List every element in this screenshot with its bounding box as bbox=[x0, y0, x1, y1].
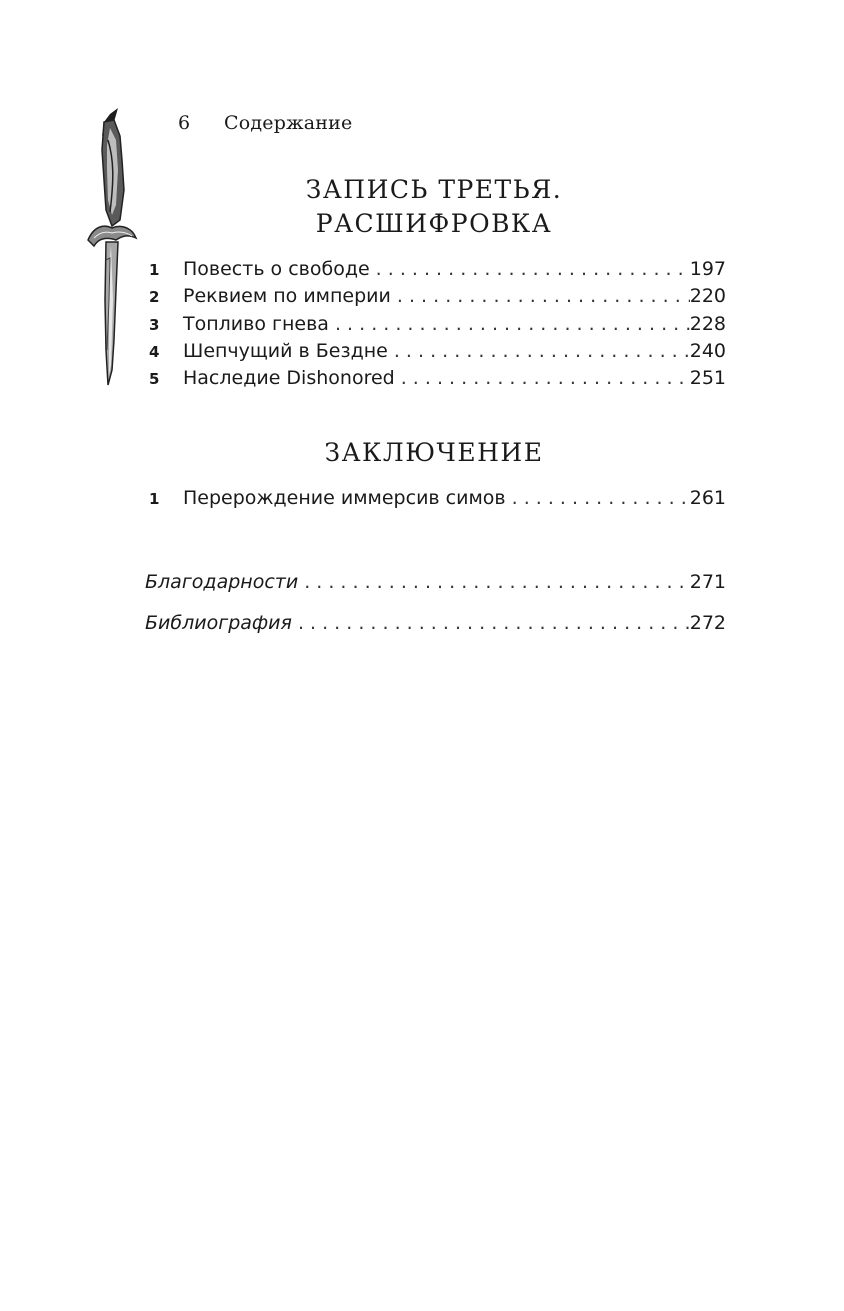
toc-entry[interactable] bbox=[145, 256, 726, 283]
chapter-page: 240 bbox=[689, 339, 726, 362]
part-three-title bbox=[0, 173, 844, 241]
dot-leader bbox=[395, 365, 690, 392]
dot-leader bbox=[506, 485, 690, 512]
chapter-page: 197 bbox=[689, 258, 726, 280]
conclusion-title: ЗАКЛЮЧЕНИЕ bbox=[324, 438, 544, 467]
conclusion-toc bbox=[145, 485, 726, 512]
dot-leader bbox=[391, 283, 690, 310]
chapter-page: 220 bbox=[689, 285, 726, 308]
running-head-title: Содержание bbox=[224, 112, 353, 134]
dot-leader bbox=[292, 608, 690, 638]
dot-leader bbox=[298, 567, 690, 597]
chapter-title: Топливо гнева bbox=[183, 312, 329, 335]
chapter-number: 4 bbox=[149, 342, 160, 361]
dot-leader bbox=[329, 311, 690, 338]
chapter-page: 251 bbox=[689, 367, 726, 390]
part-three-title-line1: ЗАПИСЬ ТРЕТЬЯ. bbox=[305, 175, 563, 204]
back-matter-toc bbox=[145, 567, 726, 649]
dot-leader bbox=[370, 256, 690, 283]
chapter-number: 1 bbox=[149, 261, 160, 279]
dot-leader bbox=[388, 338, 690, 365]
dagger-icon bbox=[80, 100, 140, 390]
chapter-page: 228 bbox=[689, 312, 726, 335]
chapter-title: Реквием по империи bbox=[183, 285, 391, 308]
back-matter-page: 271 bbox=[689, 571, 726, 593]
chapter-page: 261 bbox=[689, 487, 726, 509]
chapter-title: Повесть о свободе bbox=[183, 258, 370, 280]
page-number: 6 bbox=[178, 112, 191, 134]
part-three-title-line2: РАСШИФРОВКА bbox=[315, 209, 553, 238]
toc-entry[interactable] bbox=[145, 338, 726, 365]
toc-entry[interactable] bbox=[145, 283, 726, 310]
chapter-title: Наследие Dishonored bbox=[183, 367, 395, 390]
running-head bbox=[178, 112, 352, 134]
toc-entry[interactable] bbox=[145, 485, 726, 512]
chapter-title: Шепчущий в Бездне bbox=[183, 339, 388, 362]
part-three-toc bbox=[145, 256, 726, 392]
back-matter-title: Благодарности bbox=[145, 571, 299, 593]
toc-entry[interactable] bbox=[145, 311, 726, 338]
chapter-title: Перерождение иммерсив симов bbox=[183, 487, 506, 509]
toc-entry-bibliography[interactable] bbox=[145, 608, 726, 649]
chapter-number: 3 bbox=[149, 315, 160, 334]
toc-entry[interactable] bbox=[145, 365, 726, 392]
toc-entry-acknowledgements[interactable] bbox=[145, 567, 726, 608]
chapter-number: 2 bbox=[149, 288, 160, 307]
back-matter-page: 272 bbox=[689, 612, 726, 634]
chapter-number: 5 bbox=[149, 370, 160, 389]
chapter-number: 1 bbox=[149, 490, 160, 508]
back-matter-title: Библиография bbox=[145, 612, 292, 634]
